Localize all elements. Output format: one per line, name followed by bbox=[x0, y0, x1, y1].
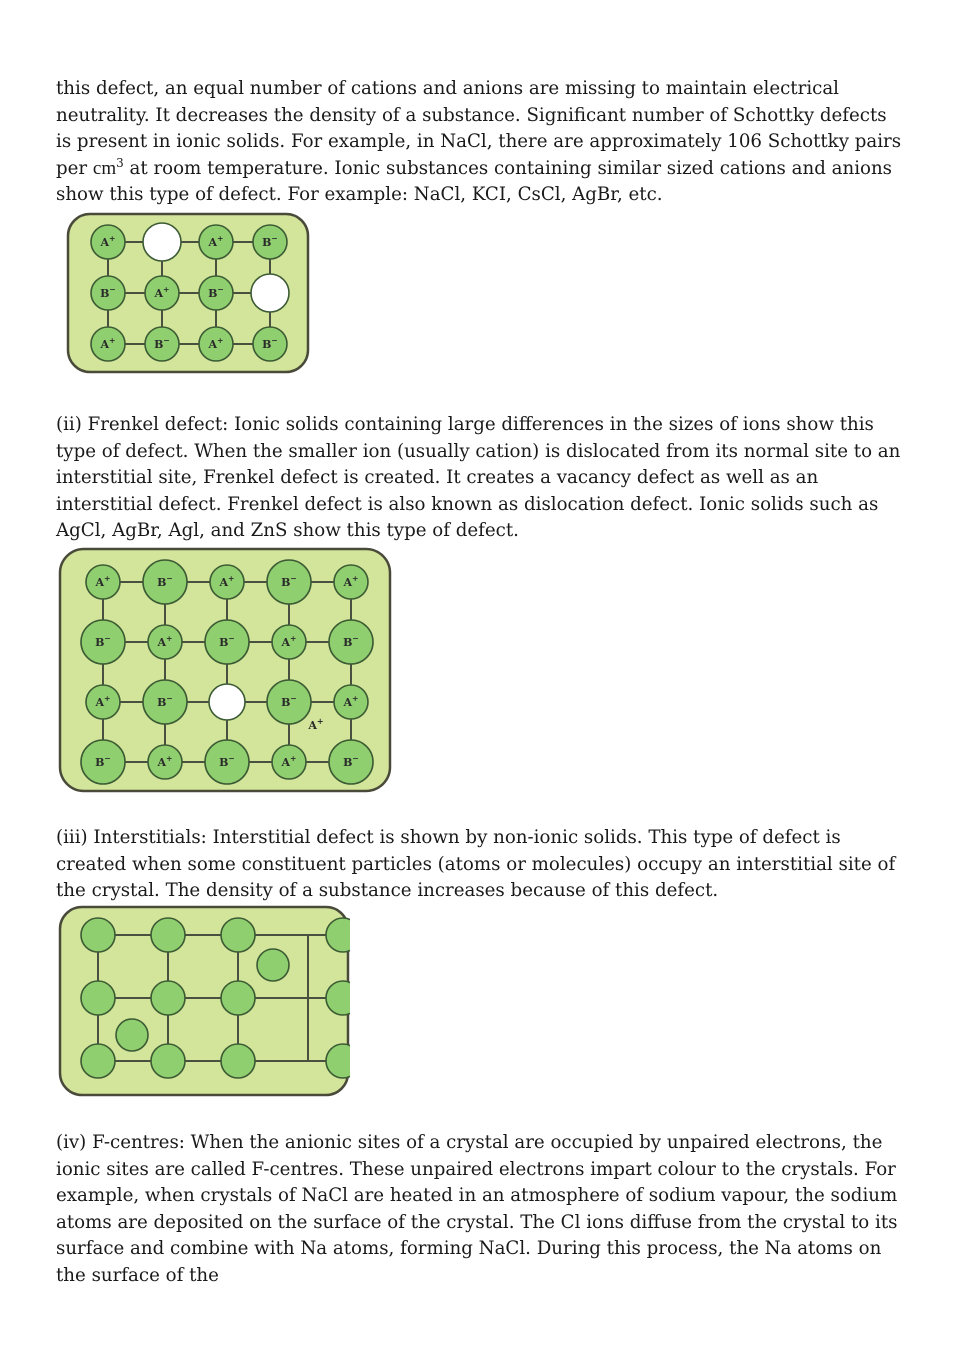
schottky-cation-label: A+ bbox=[154, 285, 170, 300]
unit-cm: cm bbox=[92, 157, 117, 179]
schottky-cation-label: A+ bbox=[100, 336, 116, 351]
frenkel-anion-label: B− bbox=[219, 634, 235, 649]
schottky-anion-label: B− bbox=[262, 234, 278, 249]
paragraph-interstitials: (iii) Interstitials: Interstitial defect is shown by non-ionic solids. This type of defect is created when some constituent particles (atoms or molecules) occupy an interstitial site of the crystal. The density of a substance increases because of this defect. bbox=[56, 827, 896, 902]
frenkel-anion-label: B− bbox=[95, 634, 111, 649]
frenkel-cation-label: A+ bbox=[95, 574, 111, 589]
schottky-cation-label: A+ bbox=[208, 234, 224, 249]
interstitial-lattice-atom bbox=[81, 1044, 115, 1078]
frenkel-cation-label: A+ bbox=[95, 694, 111, 709]
frenkel-anion-label: B− bbox=[219, 754, 235, 769]
interstitial-extra-atom bbox=[116, 1019, 148, 1051]
frenkel-cation-label: A+ bbox=[219, 574, 235, 589]
interstitial-lattice-atom bbox=[221, 918, 255, 952]
schottky-anion-label: B− bbox=[154, 336, 170, 351]
schottky-vacancy bbox=[143, 223, 181, 261]
paragraph-frenkel: (ii) Frenkel defect: Ionic solids containing large differences in the sizes of ions show this type of defect. When the smaller ion (usually cation) is dislocated from its normal site to an interstitial site, Frenkel defect is created. It creates a vacancy defect as well as an interstitial defect. Frenkel defect is also known as dislocation defect. Ionic solids such as AgCl, AgBr, Agl, and ZnS show this type of defect. bbox=[56, 414, 901, 542]
frenkel-anion-label: B− bbox=[281, 694, 297, 709]
frenkel-defect-figure bbox=[58, 547, 392, 793]
frenkel-cation-label: A+ bbox=[281, 634, 297, 649]
schottky-cation-label: A+ bbox=[208, 336, 224, 351]
frenkel-vacancy bbox=[209, 684, 245, 720]
interstitial-lattice-atom bbox=[151, 1044, 185, 1078]
frenkel-anion-label: B− bbox=[281, 574, 297, 589]
frenkel-anion-label: B− bbox=[157, 694, 173, 709]
paragraph-f-centres: (iv) F-centres: When the anionic sites of a crystal are occupied by unpaired electrons, the ionic sites are called F-centres. These unpaired electrons impart colour to the crystals. For example, when crystals of NaCl are heated in an atmosphere of sodium vapour, the sodium atoms are deposited on the surface of the crystal. The Cl ions diffuse from the crystal to its surface and combine with Na atoms, forming NaCl. During this process, the Na atoms on the surface of the bbox=[56, 1132, 898, 1286]
interstitial-lattice-atom bbox=[81, 981, 115, 1015]
frenkel-cation-label: A+ bbox=[157, 754, 173, 769]
interstitial-lattice-atom bbox=[151, 981, 185, 1015]
interstitial-extra-atom bbox=[257, 949, 289, 981]
unit-exponent: 3 bbox=[116, 155, 124, 170]
paragraph-schottky-before: this defect, an equal number of cations and anions are missing to maintain electrical neutrality. It decreases the density of a substance. Significant number of Schottky defects is present in ionic solids. For example, in NaCl, there are approximately 106 Schottky pairs per bbox=[56, 78, 902, 179]
interstitial-lattice-atom bbox=[81, 918, 115, 952]
schottky-anion-label: B− bbox=[208, 285, 224, 300]
schottky-anion-label: B− bbox=[100, 285, 116, 300]
interstitial-defect-figure bbox=[58, 905, 350, 1097]
frenkel-cation-label: A+ bbox=[343, 574, 359, 589]
frenkel-cation-label: A+ bbox=[157, 634, 173, 649]
paragraph-schottky-after: at room temperature. Ionic substances containing similar sized cations and anions show this type of defect. For example: NaCl, KCI, CsCl, AgBr, etc. bbox=[56, 157, 893, 206]
frenkel-anion-label: B− bbox=[343, 754, 359, 769]
frenkel-cation-label: A+ bbox=[281, 754, 297, 769]
interstitial-lattice-atom bbox=[221, 1044, 255, 1078]
schottky-cation-label: A+ bbox=[100, 234, 116, 249]
frenkel-interstitial-cation: A+ bbox=[308, 716, 324, 732]
frenkel-cation-label: A+ bbox=[343, 694, 359, 709]
paragraph-schottky bbox=[56, 76, 906, 209]
frenkel-anion-label: B− bbox=[343, 634, 359, 649]
schottky-vacancy bbox=[251, 274, 289, 312]
interstitial-lattice-atom bbox=[151, 918, 185, 952]
frenkel-anion-label: B− bbox=[157, 574, 173, 589]
schottky-anion-label: B− bbox=[262, 336, 278, 351]
frenkel-anion-label: B− bbox=[95, 754, 111, 769]
schottky-defect-figure bbox=[66, 212, 310, 374]
interstitial-lattice-atom bbox=[221, 981, 255, 1015]
